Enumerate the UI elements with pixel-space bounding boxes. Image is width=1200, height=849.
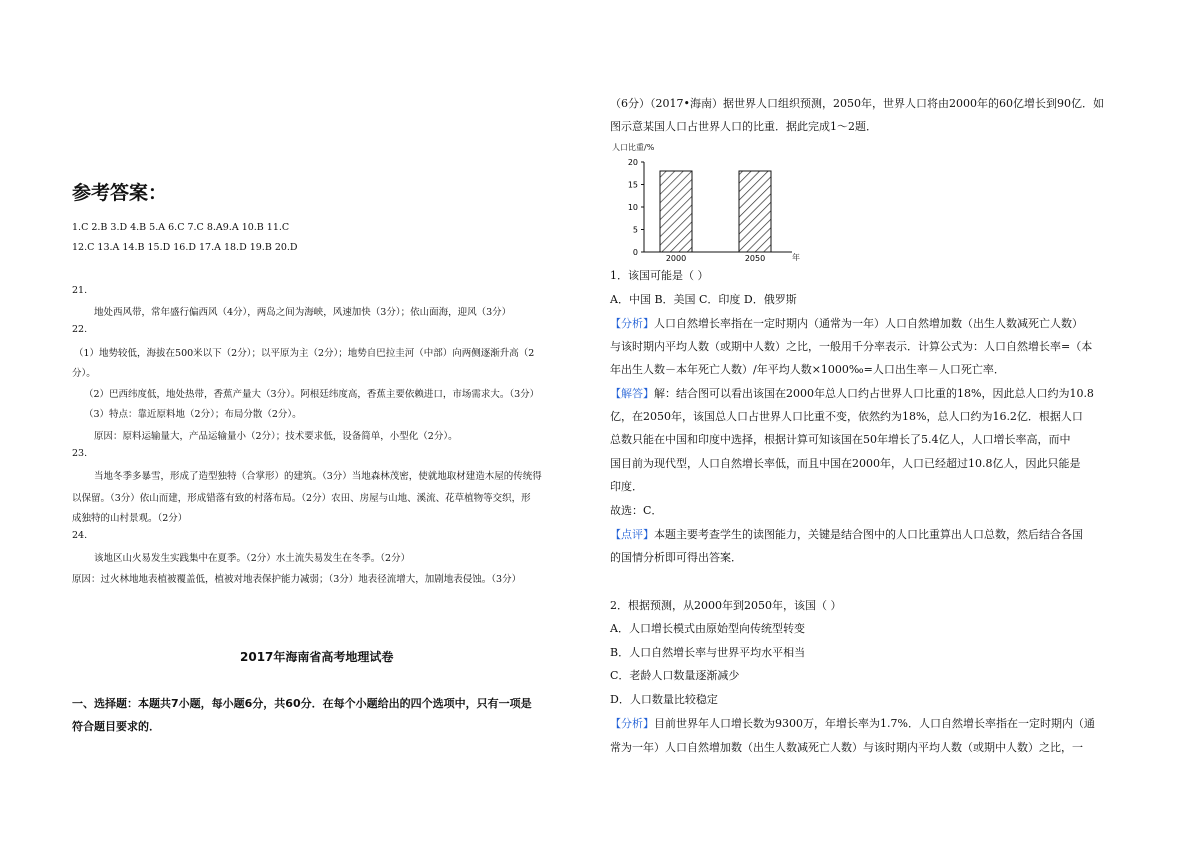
chart-ylabel: 人口比重/% xyxy=(612,143,655,152)
solution-1-line-2: 亿，在2050年，该国总人口占世界人口比重不变，依然约为18%，总人口约为16.2亿．根据人口 xyxy=(610,410,1083,423)
solution-tag: 【解答】 xyxy=(610,387,654,400)
comment-tag: 【点评】 xyxy=(610,528,654,541)
section-heading-line-1: 一、选择题：本题共7小题，每小题6分，共60分．在每个小题给出的四个选项中，只有一项是 xyxy=(72,697,532,710)
population-share-chart xyxy=(612,140,812,265)
q24-line-1: 该地区山火易发生实践集中在夏季。（2分）水土流失易发生在冬季。（2分） xyxy=(94,553,411,564)
answers-line-1: 1.C 2.B 3.D 4.B 5.A 6.C 7.C 8.A9.A 10.B 11.C xyxy=(72,222,290,233)
chart-xlabel: 年 xyxy=(792,253,800,262)
question-2-option-a: A．人口增长模式由原始型向传统型转变 xyxy=(610,622,805,635)
q23-number: 23. xyxy=(72,448,88,459)
bar-2000 xyxy=(660,171,692,252)
question-2-option-d: D．人口数量比较稳定 xyxy=(610,693,718,706)
intro-line-2: 图示意某国人口占世界人口的比重．据此完成1～2题． xyxy=(610,120,877,133)
q22-number: 22. xyxy=(72,324,88,335)
q24-number: 24. xyxy=(72,530,88,541)
y-tick-label-0: 0 xyxy=(632,248,638,257)
q22-line-3: （2）巴西纬度低，地处热带，香蕉产量大（3分）。阿根廷纬度高，香蕉主要依赖进口，市场需求大。（3分） xyxy=(84,389,540,400)
solution-1-line-5: 印度． xyxy=(610,480,643,493)
solution-1-line-4: 国目前为现代型，人口自然增长率低，而且中国在2000年，人口已经超过10.8亿人，因此只能是 xyxy=(610,457,1081,470)
bar-2050 xyxy=(739,171,771,252)
exam-title: 2017年海南省高考地理试卷 xyxy=(240,650,394,664)
analysis-2-line-2: 常为一年）人口自然增加数（出生人数减死亡人数）与该时期内平均人数（或期中人数）之比，一 xyxy=(610,741,1083,754)
q21-number: 21. xyxy=(72,285,88,296)
q22-line-1: （1）地势较低，海拔在500米以下（2分）；以平原为主（2分）；地势自巴拉圭河（中部）向两侧逐渐升高（2 xyxy=(74,348,535,359)
q24-line-2: 原因：过火林地地表植被覆盖低，植被对地表保护能力减弱；（3分）地表径流增大，加剧地表侵蚀。（3分） xyxy=(72,574,522,585)
q21-answer: 地处西风带，常年盛行偏西风（4分），两岛之间为海峡，风速加快（3分）；依山面海，迎风（3分） xyxy=(94,307,512,318)
q22-line-5: 原因：原料运输量大，产品运输量小（2分）；技术要求低，设备简单，小型化（2分）。 xyxy=(94,431,458,442)
question-2-option-c: C．老龄人口数量逐渐减少 xyxy=(610,669,740,682)
answer-choice: 故选：C． xyxy=(610,504,663,517)
question-2: 2．根据预测，从2000年到2050年，该国（ ） xyxy=(610,599,842,612)
y-tick-label-5: 5 xyxy=(632,225,638,235)
question-2-option-b: B．人口自然增长率与世界平均水平相当 xyxy=(610,646,806,659)
solution-1-line-3: 总数只能在中国和印度中选择，根据计算可知该国在50年增长了5.4亿人，人口增长率高，而中 xyxy=(610,433,1071,446)
comment-1-line-2: 的国情分析即可得出答案． xyxy=(610,551,742,564)
answers-line-2: 12.C 13.A 14.B 15.D 16.D 17.A 18.D 19.B 20.D xyxy=(72,242,298,253)
x-tick-label-2000: 2000 xyxy=(665,254,687,263)
analysis-1-line-1: 【分析】人口自然增长率指在一定时期内（通常为一年）人口自然增加数（出生人数减死亡人数） xyxy=(610,317,1083,330)
comment-1-line-1: 【点评】本题主要考查学生的读图能力，关键是结合图中的人口比重算出人口总数，然后结合各国 xyxy=(610,528,1083,541)
question-1-options: A．中国 B．美国 C．印度 D．俄罗斯 xyxy=(610,293,797,306)
y-tick-label-15: 15 xyxy=(627,180,638,190)
analysis-tag: 【分析】 xyxy=(610,317,654,330)
solution-1-line-1: 【解答】解：结合图可以看出该国在2000年总人口约占世界人口比重的18%，因此总人口约为10.8 xyxy=(610,387,1094,400)
y-tick-label-20: 20 xyxy=(627,158,638,167)
analysis-2-line-1: 【分析】目前世界年人口增长数为9300万，年增长率为1.7%．人口自然增长率指在一定时期内（通 xyxy=(610,717,1095,730)
x-tick-label-2050: 2050 xyxy=(744,254,766,263)
q23-line-2: 以保留。（3分）依山而建，形成错落有致的村落布局。（2分）农田、房屋与山地、溪流、花草植物等交织，形 xyxy=(72,493,531,504)
answer-heading: 参考答案： xyxy=(72,182,168,204)
y-tick-label-10: 10 xyxy=(627,203,638,212)
analysis-1-line-3: 年出生人数－本年死亡人数）/年平均人数×1000‰=人口出生率－人口死亡率． xyxy=(610,363,1005,376)
q22-line-4: （3）特点：靠近原料地（2分）；布局分散（2分）。 xyxy=(84,409,302,420)
analysis-1-line-2: 与该时期内平均人数（或期中人数）之比，一般用千分率表示．计算公式为：人口自然增长率=（本 xyxy=(610,340,1093,353)
question-1: 1．该国可能是（ ） xyxy=(610,269,709,282)
intro-line-1: （6分）（2017•海南）据世界人口组织预测，2050年，世界人口将由2000年的60亿增长到90亿．如 xyxy=(610,97,1104,110)
q22-line-2: 分）。 xyxy=(72,368,96,379)
section-heading-line-2: 符合题目要求的． xyxy=(72,720,160,733)
analysis-tag-2: 【分析】 xyxy=(610,717,654,730)
q23-line-3: 成独特的山村景观。（2分） xyxy=(72,513,188,524)
q23-line-1: 当地冬季多暴雪，形成了造型独特（合掌形）的建筑。（3分）当地森林茂密，使就地取材建造木屋的传统得 xyxy=(94,471,542,482)
